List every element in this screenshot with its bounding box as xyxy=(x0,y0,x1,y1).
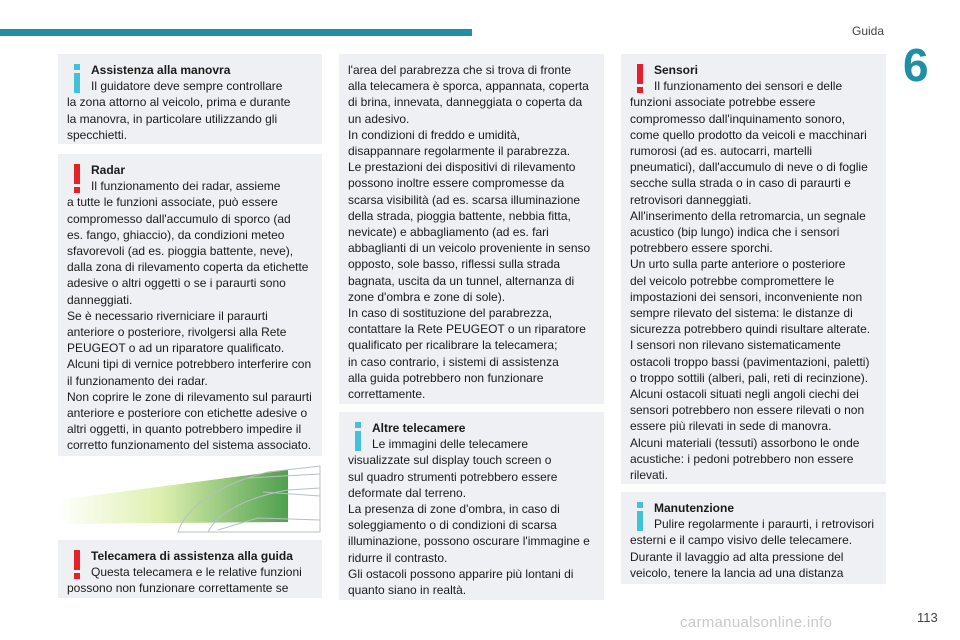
watermark: carmanualsonline.info xyxy=(680,614,833,631)
info-box-assistenza xyxy=(58,54,322,144)
box-body: Il funzionamento dei radar, assieme a tutte le funzioni associate, può essere compromesso dall'accumulo di sporco (ad es. fango, ghiaccio), da condizioni meteo sfavorevoli (ad es. pioggia battente, neve), dalla zona di rilevamento coperta da etichette adesive o altri oggetti o se i paraurti sono danneggiati. Se è necessario riverniciare il paraurti anteriore o posteriore, rivolgersi alla Rete PEUGEOT o ad un riparatore qualificato. Alcuni tipi di vernice potrebbero interferire con il funzionamento dei radar. Non coprire le zone di rilevamento sul paraurti anteriore e posteriore con etichette adesive o altri oggetti, in quanto potrebbero impedire il corretto funzionamento del sistema associato. xyxy=(67,179,312,453)
box-title: Telecamera di assistenza alla guida xyxy=(91,549,293,563)
info-icon xyxy=(67,64,87,94)
warning-box-sensori xyxy=(621,54,886,484)
box-title: Sensori xyxy=(654,63,699,77)
box-title: Radar xyxy=(91,163,126,177)
box-body: Il funzionamento dei sensori e delle funzioni associate potrebbe essere compromesso dall'inquinamento sonoro, come quello prodotto da veicoli e macchinari rumorosi (ad es. autocarri, martelli pneumatici), dall'accumulo di neve o di foglie secche sulla strada o in caso di paraurti e retrovisori danneggiati. All'inserimento della retromarcia, un segnale acustico (bip lungo) indica che i sensori potrebbero essere sporchi. Un urto sulla parte anteriore o posteriore del veicolo potrebbe compromettere le impostazioni dei sensori, inconveniente non sempre rilevato del sistema: le distanze di sicurezza potrebbero quindi risultare alterate. I sensori non rilevano sistematicamente ostacoli troppo bassi (pavimentazioni, paletti) o troppo sottili (alberi, pali, reti di recinzione). Alcuni ostacoli situati negli angoli ciechi dei sensori potrebbero non essere rilevati o non essere più rilevati in sede di manovra. Alcuni materiali (tessuti) assorbono le onde acustiche: i pedoni potrebbero non essere rilevati. xyxy=(630,79,871,483)
box-title: Manutenzione xyxy=(654,501,734,515)
chapter-number: 6 xyxy=(903,39,929,91)
box-body: Questa telecamera e le relative funzioni possono non funzionare correttamente se xyxy=(67,565,302,596)
box-title: Altre telecamere xyxy=(372,421,466,435)
box-title: Assistenza alla manovra xyxy=(91,63,231,77)
warning-box-telecamera xyxy=(58,540,322,598)
box-body: Pulire regolarmente i paraurti, i retrovisori esterni e il campo visivo delle telecamere. Durante il lavaggio ad alta pressione del veicolo, tenere la lancia ad una distanza xyxy=(630,517,875,580)
box-body: Il guidatore deve sempre controllare la zona attorno al veicolo, prima e durante la manovra, in particolare utilizzando gli specchietti. xyxy=(67,79,291,142)
header-accent-bar xyxy=(0,29,472,36)
car-front-illustration xyxy=(58,462,322,534)
box-telecamera-continued xyxy=(339,54,604,404)
box-body: l'area del parabrezza che si trova di fronte alla telecamera è sporca, appannata, coperta di brina, innevata, danneggiata o coperta da un adesivo. In condizioni di freddo e umidità, disappannare regolarmente il parabrezza. Le prestazioni dei dispositivi di rilevamento possono inoltre essere compromesse da scarsa visibilità (ad es. scarsa illuminazione della strada, pioggia battente, nebbia fitta, nevicate) e abbagliamento (ad es. fari abbaglianti di un veicolo proveniente in senso opposto, sole basso, riflessi sulla strada bagnata, uscita da un tunnel, alternanza di zone d'ombra e zone di sole). In caso di sostituzione del parabrezza, contattare la Rete PEUGEOT o un riparatore qualificato per ricalibrare la telecamera; in caso contrario, i sistemi di assistenza alla guida potrebbero non funzionare correttamente. xyxy=(348,63,591,402)
info-box-manutenzione xyxy=(621,492,886,584)
page-number: 113 xyxy=(917,610,938,625)
warning-icon xyxy=(67,550,87,580)
warning-icon xyxy=(67,164,87,194)
info-box-altre-telecamere xyxy=(339,412,604,600)
warning-box-radar xyxy=(58,154,322,456)
section-title: Guida xyxy=(852,24,885,38)
box-body: Le immagini delle telecamere visualizzate sul display touch screen o sul quadro strumenti potrebbero essere deformate dal terreno. La presenza di zone d'ombra, in caso di soleggiamento o di condizioni di scarsa illuminazione, possono oscurare l'immagine e ridurre il contrasto. Gli ostacoli possono apparire più lontani di quanto siano in realtà. xyxy=(348,437,590,598)
warning-icon xyxy=(630,64,650,94)
info-icon xyxy=(348,422,368,452)
info-icon xyxy=(630,502,650,532)
